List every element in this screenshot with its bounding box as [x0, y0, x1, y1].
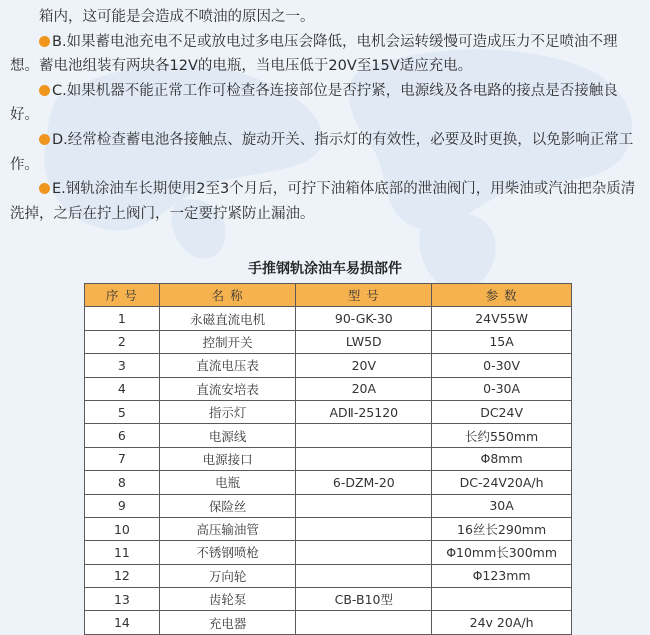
table-row: [85, 517, 572, 540]
cell-model: [296, 424, 432, 447]
table-row: [85, 471, 572, 494]
bullet-dot-icon: [39, 134, 50, 145]
cell-index: 1: [85, 307, 160, 330]
cell-params: 16丝长290mm: [432, 517, 572, 540]
table-row: [85, 400, 572, 423]
cell-name: 电源线: [159, 424, 296, 447]
paragraph: [10, 30, 642, 79]
cell-model: [296, 611, 432, 634]
cell-model: [296, 564, 432, 587]
table-row: [85, 424, 572, 447]
cell-model: [296, 541, 432, 564]
table-row: [85, 447, 572, 470]
cell-params: 24V55W: [432, 307, 572, 330]
table-row: [85, 494, 572, 517]
maintenance-notes: [10, 5, 642, 226]
cell-index: 13: [85, 588, 160, 611]
cell-params: DC-24V20A/h: [432, 471, 572, 494]
cell-model: ADⅡ-25120: [296, 400, 432, 423]
bullet-dot-icon: [39, 36, 50, 47]
cell-index: 14: [85, 611, 160, 634]
table-row: [85, 377, 572, 400]
paragraph-text: D.经常检查蓄电池各接触点、旋动开关、指示灯的有效性，必要及时更换，以免影响正常工作。: [10, 131, 634, 173]
cell-name: 永磁直流电机: [159, 307, 296, 330]
cell-params: Φ123mm: [432, 564, 572, 587]
cell-name: 充电器: [159, 611, 296, 634]
cell-params: 15A: [432, 330, 572, 353]
cell-name: 齿轮泵: [159, 588, 296, 611]
table-row: [85, 354, 572, 377]
cell-name: 直流电压表: [159, 354, 296, 377]
cell-name: 保险丝: [159, 494, 296, 517]
cell-name: 高压输油管: [159, 517, 296, 540]
cell-model: LW5D: [296, 330, 432, 353]
cell-name: 电瓶: [159, 471, 296, 494]
cell-name: 控制开关: [159, 330, 296, 353]
cell-index: 5: [85, 400, 160, 423]
cell-params: [432, 588, 572, 611]
paragraph-text: E.钢轨涂油车长期使用2至3个月后，可拧下油箱体底部的泄油阀门，用柴油或汽油把杂质清洗掉，之后在拧上阀门，一定要拧紧防止漏油。: [10, 181, 636, 222]
paragraph-text: 箱内，这可能是会造成不喷油的原因之一。: [39, 9, 315, 25]
paragraph: [10, 128, 642, 177]
cell-params: 0-30V: [432, 354, 572, 377]
cell-model: 20V: [296, 354, 432, 377]
cell-index: 12: [85, 564, 160, 587]
cell-model: 90-GK-30: [296, 307, 432, 330]
header-name: 名 称: [159, 284, 296, 307]
bullet-dot-icon: [39, 183, 50, 194]
table-row: [85, 541, 572, 564]
cell-index: 9: [85, 494, 160, 517]
paragraph-text: C.如果机器不能正常工作可检查各连接部位是否拧紧，电源线及各电路的接点是否接触良好。: [10, 82, 618, 124]
cell-model: [296, 447, 432, 470]
cell-index: 8: [85, 471, 160, 494]
cell-params: 长约550mm: [432, 424, 572, 447]
header-model: 型 号: [296, 284, 432, 307]
cell-index: 6: [85, 424, 160, 447]
cell-params: Φ10mm长300mm: [432, 541, 572, 564]
cell-name: 指示灯: [159, 400, 296, 423]
cell-model: [296, 494, 432, 517]
cell-name: 万向轮: [159, 564, 296, 587]
table-row: [85, 588, 572, 611]
table-row: [85, 307, 572, 330]
cell-model: CB-B10型: [296, 588, 432, 611]
paragraph: [10, 5, 642, 30]
cell-model: 20A: [296, 377, 432, 400]
spare-parts-table: [84, 283, 572, 635]
cell-model: [296, 517, 432, 540]
paragraph: [10, 79, 642, 128]
cell-params: DC24V: [432, 400, 572, 423]
paragraph: [10, 177, 642, 226]
table-row: [85, 330, 572, 353]
cell-name: 直流安培表: [159, 377, 296, 400]
cell-index: 3: [85, 354, 160, 377]
cell-params: 30A: [432, 494, 572, 517]
cell-index: 4: [85, 377, 160, 400]
cell-index: 7: [85, 447, 160, 470]
header-index: 序 号: [85, 284, 160, 307]
cell-index: 2: [85, 330, 160, 353]
table-header-row: [85, 284, 572, 307]
paragraph-text: B.如果蓄电池充电不足或放电过多电压会降低，电机会运转缓慢可造成压力不足喷油不理想。蓄电池组装有两块各12V的电瓶，当电压低于20V至15V适应充电。: [10, 33, 618, 75]
cell-params: 24v 20A/h: [432, 611, 572, 634]
cell-model: 6-DZM-20: [296, 471, 432, 494]
table-title: 手推钢轨涂油车易损部件: [248, 261, 402, 277]
cell-index: 11: [85, 541, 160, 564]
cell-params: 0-30A: [432, 377, 572, 400]
cell-params: Φ8mm: [432, 447, 572, 470]
cell-name: 不锈钢喷枪: [159, 541, 296, 564]
bullet-dot-icon: [39, 85, 50, 96]
cell-index: 10: [85, 517, 160, 540]
cell-name: 电源接口: [159, 447, 296, 470]
table-row: [85, 611, 572, 634]
header-params: 参 数: [432, 284, 572, 307]
table-row: [85, 564, 572, 587]
